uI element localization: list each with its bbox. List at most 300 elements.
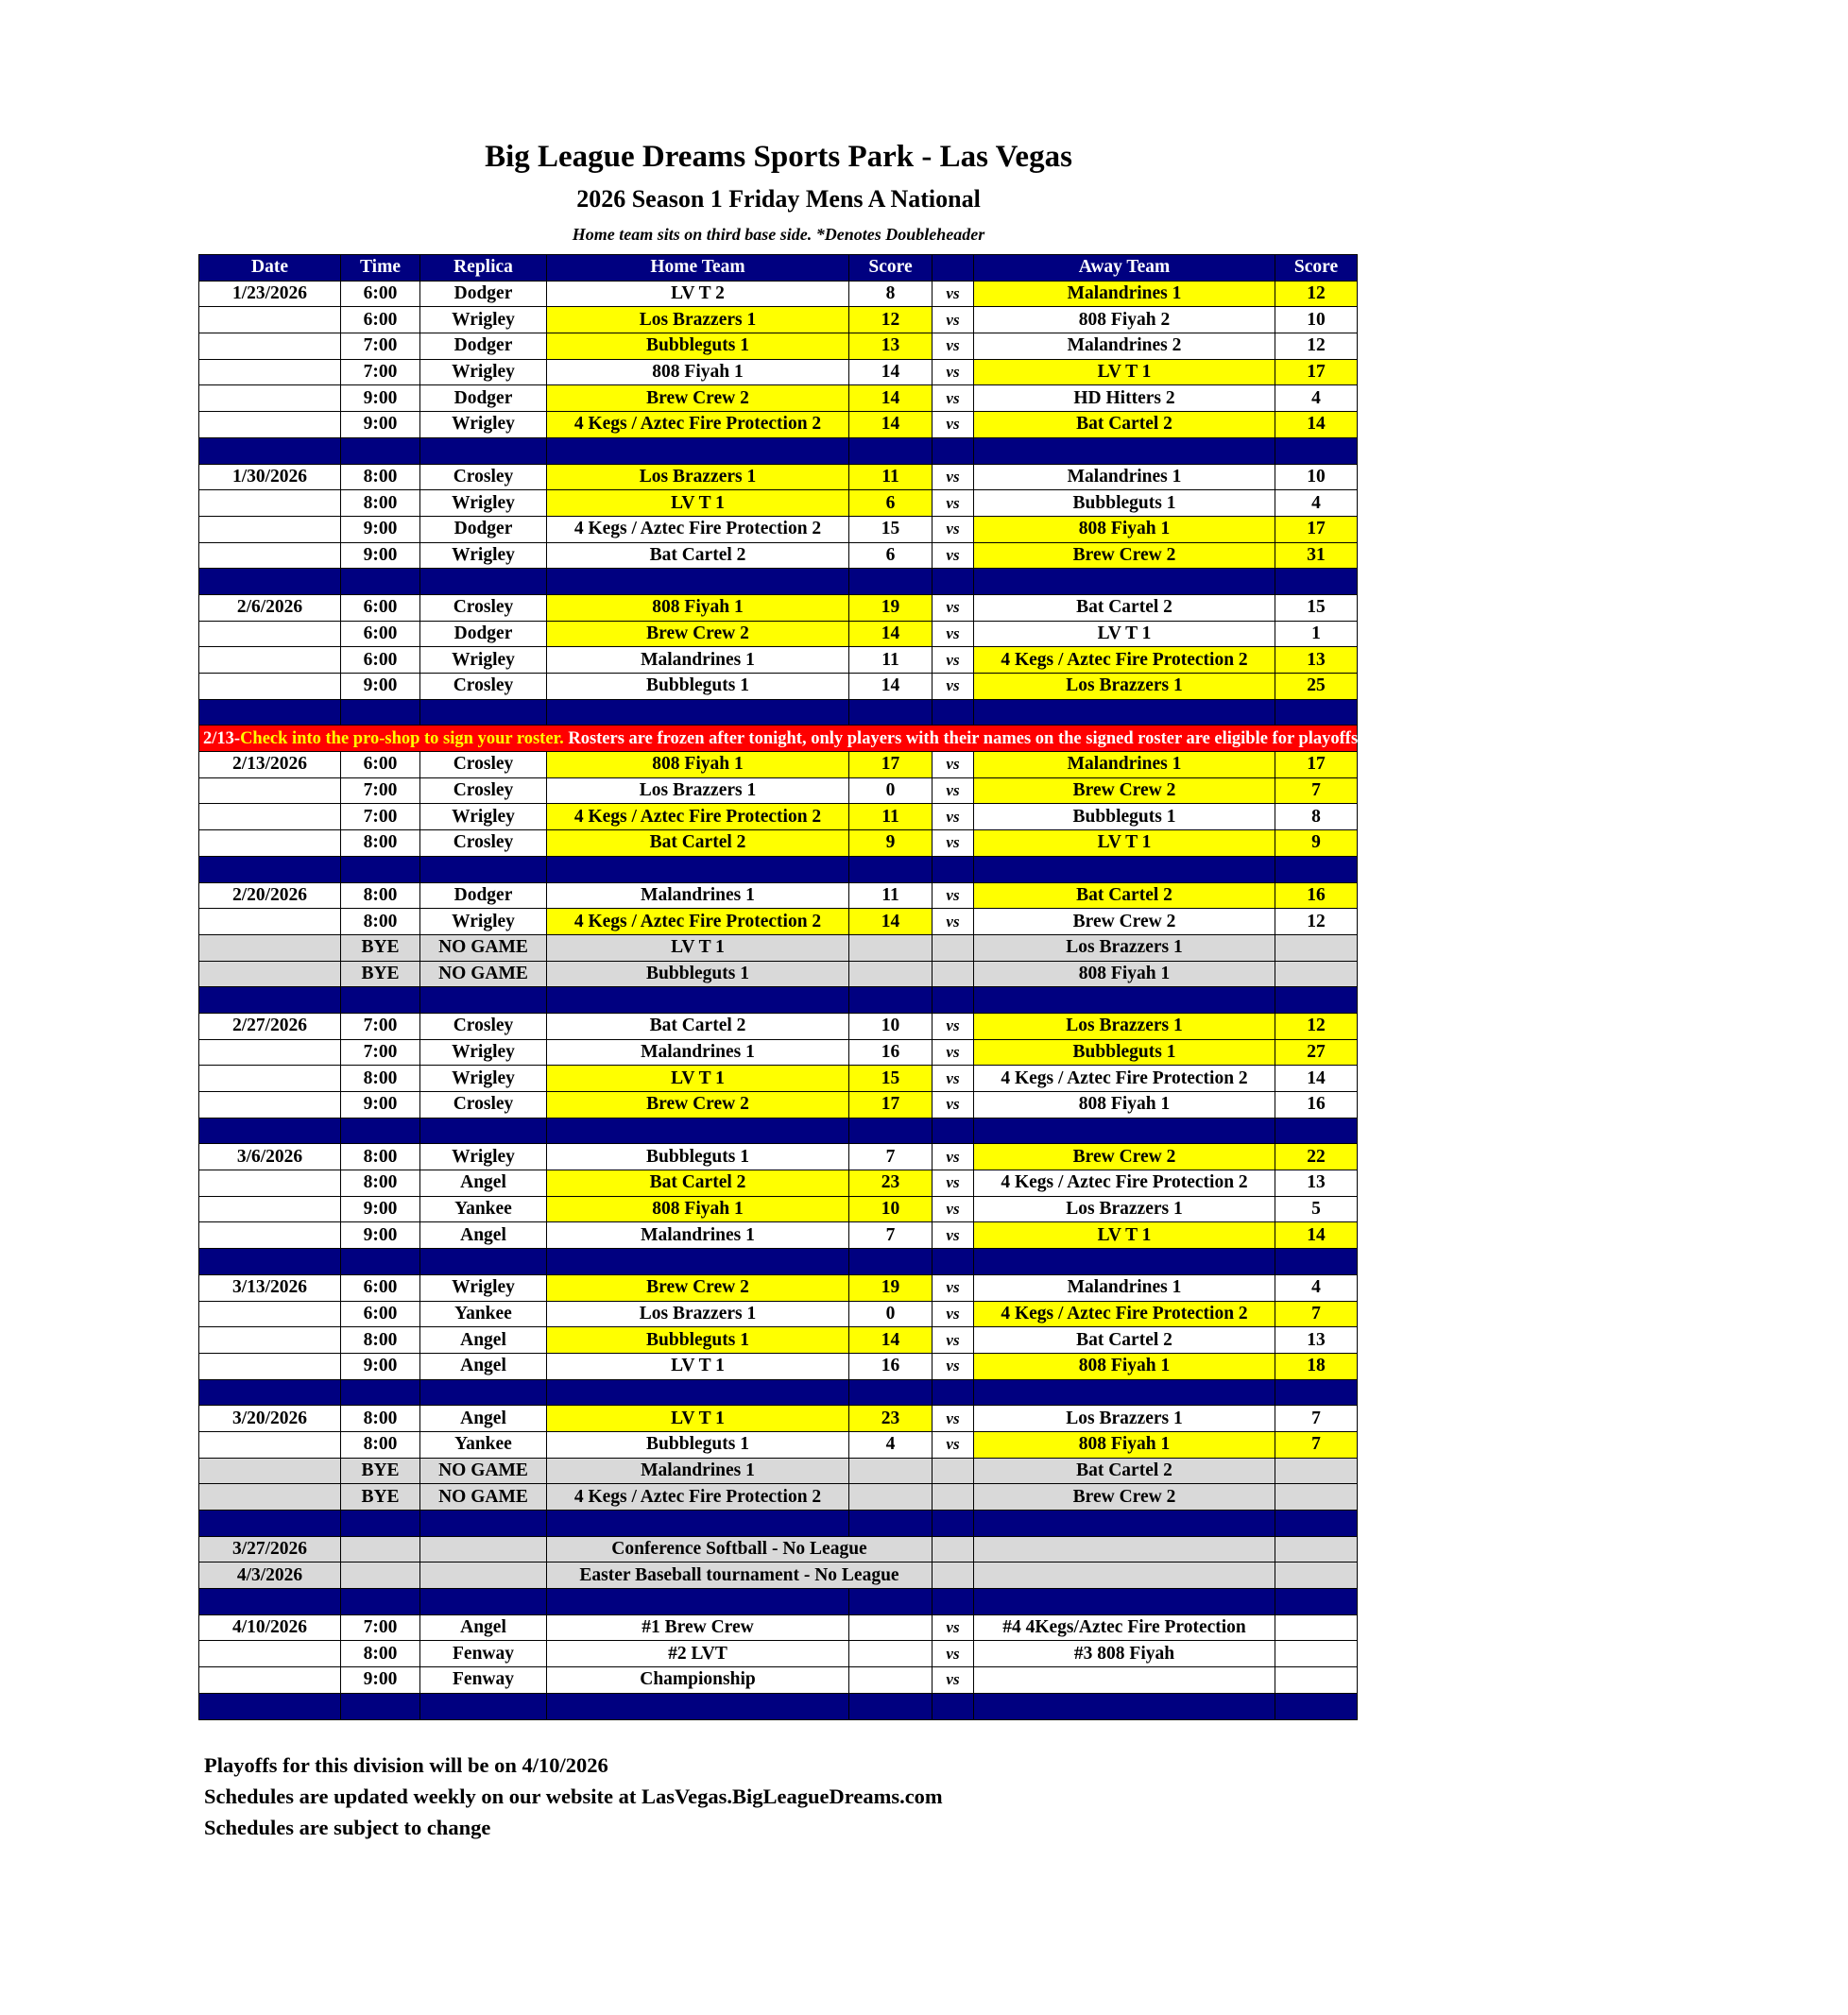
- home-score-cell: [849, 1458, 933, 1484]
- field-cell: Fenway: [420, 1667, 547, 1694]
- game-row: [199, 1667, 1358, 1694]
- time-cell: 8:00: [341, 830, 420, 857]
- separator-cell: [341, 1511, 420, 1537]
- week-separator: [199, 1589, 1358, 1615]
- home-team-cell: Brew Crew 2: [547, 621, 849, 647]
- vs-cell: vs: [933, 1039, 974, 1066]
- away-score-cell: [1275, 1667, 1358, 1694]
- away-score-cell: 22: [1275, 1144, 1358, 1170]
- away-score-cell: 4: [1275, 1274, 1358, 1301]
- vs-cell: vs: [933, 752, 974, 778]
- date-cell: 2/20/2026: [199, 882, 341, 909]
- vs-cell: vs: [933, 647, 974, 674]
- footer-playoffs: Playoffs for this division will be on 4/10/2026: [204, 1753, 608, 1777]
- game-row: [199, 490, 1358, 517]
- home-score-cell: [849, 1641, 933, 1667]
- away-team-cell: 808 Fiyah 1: [974, 1431, 1275, 1458]
- home-score-cell: 8: [849, 281, 933, 307]
- vs-cell: vs: [933, 385, 974, 412]
- away-team-cell: Bubbleguts 1: [974, 490, 1275, 517]
- away-score-cell: 27: [1275, 1039, 1358, 1066]
- away-team-cell: Bat Cartel 2: [974, 1458, 1275, 1484]
- field-cell: Wrigley: [420, 804, 547, 830]
- game-row: [199, 333, 1358, 360]
- separator-cell: [547, 987, 849, 1014]
- time-cell: 6:00: [341, 647, 420, 674]
- home-score-cell: 14: [849, 359, 933, 385]
- date-cell: [199, 490, 341, 517]
- away-team-cell: #4 4Kegs/Aztec Fire Protection: [974, 1614, 1275, 1641]
- separator-cell: [849, 569, 933, 595]
- roster-alert: [199, 726, 1848, 752]
- separator-cell: [341, 437, 420, 464]
- home-score-cell: 17: [849, 752, 933, 778]
- field-cell: NO GAME: [420, 961, 547, 987]
- home-score-cell: 11: [849, 464, 933, 490]
- home-team-cell: #2 LVT: [547, 1641, 849, 1667]
- note-cell: Conference Softball - No League: [547, 1536, 933, 1562]
- separator-cell: [341, 569, 420, 595]
- field-cell: Dodger: [420, 281, 547, 307]
- time-cell: 8:00: [341, 1066, 420, 1092]
- away-score-cell: 17: [1275, 752, 1358, 778]
- home-score-cell: 15: [849, 1066, 933, 1092]
- field-cell: Wrigley: [420, 647, 547, 674]
- vs-cell: vs: [933, 1301, 974, 1327]
- away-score-cell: 4: [1275, 490, 1358, 517]
- field-cell: Crosley: [420, 1013, 547, 1039]
- home-score-cell: 19: [849, 1274, 933, 1301]
- home-score-cell: 14: [849, 1327, 933, 1354]
- separator-cell: [420, 987, 547, 1014]
- home-team-cell: 4 Kegs / Aztec Fire Protection 2: [547, 516, 849, 542]
- away-score-cell: 14: [1275, 1066, 1358, 1092]
- away-team-cell: Bubbleguts 1: [974, 1039, 1275, 1066]
- away-team-cell: Brew Crew 2: [974, 909, 1275, 935]
- date-cell: [199, 777, 341, 804]
- home-score-cell: 11: [849, 882, 933, 909]
- field-cell: Dodger: [420, 333, 547, 360]
- vs-cell: vs: [933, 830, 974, 857]
- field-cell: Crosley: [420, 777, 547, 804]
- week-separator: [199, 1249, 1358, 1275]
- field-cell: [420, 1562, 547, 1589]
- col-time: Time: [341, 255, 420, 282]
- time-cell: 8:00: [341, 882, 420, 909]
- home-team-cell: Bubbleguts 1: [547, 1144, 849, 1170]
- away-score-cell: 14: [1275, 412, 1358, 438]
- field-cell: Crosley: [420, 594, 547, 621]
- date-cell: 3/20/2026: [199, 1406, 341, 1432]
- separator-cell: [1275, 1589, 1358, 1615]
- vs-cell: vs: [933, 1353, 974, 1379]
- away-team-cell: Bat Cartel 2: [974, 412, 1275, 438]
- date-cell: [199, 621, 341, 647]
- vs-cell: vs: [933, 542, 974, 569]
- week-separator: [199, 1693, 1358, 1719]
- separator-cell: [974, 1693, 1275, 1719]
- separator-cell: [933, 987, 974, 1014]
- week-separator: [199, 1118, 1358, 1144]
- time-cell: [341, 1536, 420, 1562]
- separator-cell: [547, 1589, 849, 1615]
- away-score-cell: 10: [1275, 464, 1358, 490]
- away-score-cell: 13: [1275, 1327, 1358, 1354]
- week-separator: [199, 856, 1358, 882]
- away-team-cell: LV T 1: [974, 621, 1275, 647]
- game-row: [199, 1614, 1358, 1641]
- separator-cell: [974, 1511, 1275, 1537]
- home-score-cell: 14: [849, 385, 933, 412]
- game-row: [199, 752, 1358, 778]
- home-team-cell: 808 Fiyah 1: [547, 1196, 849, 1222]
- vs-cell: vs: [933, 1144, 974, 1170]
- vs-cell: vs: [933, 516, 974, 542]
- bye-row: [199, 1562, 1358, 1589]
- away-score-cell: [1275, 1484, 1358, 1511]
- home-score-cell: 10: [849, 1196, 933, 1222]
- game-row: [199, 594, 1358, 621]
- separator-cell: [933, 1589, 974, 1615]
- date-cell: [199, 1301, 341, 1327]
- bye-row: [199, 934, 1358, 961]
- page-title: Big League Dreams Sports Park - Las Vegas: [485, 140, 1072, 174]
- home-team-cell: 4 Kegs / Aztec Fire Protection 2: [547, 1484, 849, 1511]
- away-team-cell: LV T 1: [974, 1222, 1275, 1249]
- separator-cell: [341, 1249, 420, 1275]
- date-cell: 3/6/2026: [199, 1144, 341, 1170]
- field-cell: Crosley: [420, 830, 547, 857]
- away-team-cell: 808 Fiyah 1: [974, 1092, 1275, 1118]
- date-cell: 3/13/2026: [199, 1274, 341, 1301]
- game-row: [199, 385, 1358, 412]
- home-score-cell: 14: [849, 674, 933, 700]
- time-cell: 9:00: [341, 1667, 420, 1694]
- separator-cell: [420, 1693, 547, 1719]
- vs-cell: vs: [933, 1013, 974, 1039]
- home-team-cell: Bat Cartel 2: [547, 830, 849, 857]
- away-team-cell: Malandrines 1: [974, 281, 1275, 307]
- away-team-cell: [974, 1667, 1275, 1694]
- home-team-cell: Bubbleguts 1: [547, 333, 849, 360]
- home-score-cell: 7: [849, 1222, 933, 1249]
- separator-cell: [974, 856, 1275, 882]
- separator-cell: [420, 569, 547, 595]
- date-cell: [199, 516, 341, 542]
- home-team-cell: Los Brazzers 1: [547, 307, 849, 333]
- separator-cell: [849, 1249, 933, 1275]
- date-cell: [199, 412, 341, 438]
- field-cell: NO GAME: [420, 934, 547, 961]
- vs-cell: vs: [933, 464, 974, 490]
- separator-cell: [933, 437, 974, 464]
- separator-cell: [849, 1379, 933, 1406]
- separator-cell: [1275, 987, 1358, 1014]
- time-cell: 6:00: [341, 1274, 420, 1301]
- away-score-cell: 16: [1275, 1092, 1358, 1118]
- footer-disclaimer: Schedules are subject to change: [204, 1816, 491, 1839]
- away-team-cell: HD Hitters 2: [974, 385, 1275, 412]
- away-team-cell: 808 Fiyah 1: [974, 961, 1275, 987]
- home-team-cell: Los Brazzers 1: [547, 1301, 849, 1327]
- vs-cell: vs: [933, 1431, 974, 1458]
- separator-cell: [199, 1693, 341, 1719]
- away-team-cell: 4 Kegs / Aztec Fire Protection 2: [974, 1170, 1275, 1197]
- time-cell: 6:00: [341, 1301, 420, 1327]
- col-vs: [933, 255, 974, 282]
- date-cell: [199, 961, 341, 987]
- home-team-cell: 4 Kegs / Aztec Fire Protection 2: [547, 909, 849, 935]
- away-team-cell: [974, 1536, 1275, 1562]
- home-team-cell: Malandrines 1: [547, 1222, 849, 1249]
- away-team-cell: Brew Crew 2: [974, 1484, 1275, 1511]
- field-cell: Angel: [420, 1614, 547, 1641]
- field-cell: Yankee: [420, 1196, 547, 1222]
- note-cell: Easter Baseball tournament - No League: [547, 1562, 933, 1589]
- game-row: [199, 909, 1358, 935]
- separator-cell: [849, 987, 933, 1014]
- home-score-cell: 0: [849, 777, 933, 804]
- away-score-cell: [1275, 1536, 1358, 1562]
- home-score-cell: 11: [849, 647, 933, 674]
- time-cell: 6:00: [341, 752, 420, 778]
- time-cell: 8:00: [341, 490, 420, 517]
- date-cell: [199, 542, 341, 569]
- separator-cell: [547, 437, 849, 464]
- date-cell: [199, 385, 341, 412]
- vs-cell: vs: [933, 1327, 974, 1354]
- time-cell: 8:00: [341, 1327, 420, 1354]
- home-team-cell: 4 Kegs / Aztec Fire Protection 2: [547, 804, 849, 830]
- separator-cell: [974, 437, 1275, 464]
- time-cell: 8:00: [341, 1431, 420, 1458]
- time-cell: BYE: [341, 1484, 420, 1511]
- field-cell: Crosley: [420, 464, 547, 490]
- field-cell: Dodger: [420, 516, 547, 542]
- field-cell: Dodger: [420, 882, 547, 909]
- separator-cell: [199, 987, 341, 1014]
- field-cell: Wrigley: [420, 1066, 547, 1092]
- separator-cell: [420, 1589, 547, 1615]
- away-score-cell: 7: [1275, 1301, 1358, 1327]
- vs-cell: vs: [933, 1406, 974, 1432]
- time-cell: 8:00: [341, 1406, 420, 1432]
- separator-cell: [547, 1511, 849, 1537]
- game-row: [199, 621, 1358, 647]
- field-cell: Fenway: [420, 1641, 547, 1667]
- bye-row: [199, 1484, 1358, 1511]
- separator-cell: [420, 1118, 547, 1144]
- home-team-cell: LV T 1: [547, 1353, 849, 1379]
- home-score-cell: [849, 1667, 933, 1694]
- separator-cell: [1275, 699, 1358, 726]
- separator-cell: [974, 1118, 1275, 1144]
- col-away-score: Score: [1275, 255, 1358, 282]
- separator-cell: [974, 1589, 1275, 1615]
- separator-cell: [341, 987, 420, 1014]
- game-row: [199, 412, 1358, 438]
- col-away-team: Away Team: [974, 255, 1275, 282]
- page-subtitle: 2026 Season 1 Friday Mens A National: [576, 185, 981, 213]
- vs-cell: vs: [933, 1222, 974, 1249]
- home-team-cell: LV T 2: [547, 281, 849, 307]
- vs-cell: [933, 1484, 974, 1511]
- date-cell: [199, 804, 341, 830]
- date-cell: [199, 1353, 341, 1379]
- field-cell: Dodger: [420, 385, 547, 412]
- bye-row: [199, 961, 1358, 987]
- separator-cell: [420, 699, 547, 726]
- home-score-cell: 14: [849, 909, 933, 935]
- time-cell: 7:00: [341, 777, 420, 804]
- game-row: [199, 1431, 1358, 1458]
- date-cell: [199, 1667, 341, 1694]
- separator-cell: [849, 856, 933, 882]
- separator-cell: [1275, 569, 1358, 595]
- home-team-cell: Malandrines 1: [547, 1458, 849, 1484]
- game-row: [199, 647, 1358, 674]
- game-row: [199, 1353, 1358, 1379]
- separator-cell: [849, 1118, 933, 1144]
- away-team-cell: Bat Cartel 2: [974, 1327, 1275, 1354]
- separator-cell: [420, 856, 547, 882]
- home-team-cell: LV T 1: [547, 490, 849, 517]
- separator-cell: [974, 1249, 1275, 1275]
- date-cell: [199, 1641, 341, 1667]
- week-separator: [199, 699, 1358, 726]
- home-team-cell: 4 Kegs / Aztec Fire Protection 2: [547, 412, 849, 438]
- separator-cell: [547, 1379, 849, 1406]
- separator-cell: [199, 1118, 341, 1144]
- away-score-cell: 12: [1275, 281, 1358, 307]
- date-cell: 1/23/2026: [199, 281, 341, 307]
- home-score-cell: 6: [849, 542, 933, 569]
- home-team-cell: Bubbleguts 1: [547, 961, 849, 987]
- home-score-cell: 16: [849, 1039, 933, 1066]
- field-cell: Angel: [420, 1222, 547, 1249]
- time-cell: 9:00: [341, 1092, 420, 1118]
- header-row: [199, 255, 1358, 282]
- home-team-cell: Malandrines 1: [547, 882, 849, 909]
- away-score-cell: 10: [1275, 307, 1358, 333]
- week-separator: [199, 1511, 1358, 1537]
- field-cell: Wrigley: [420, 909, 547, 935]
- home-team-cell: Bubbleguts 1: [547, 1327, 849, 1354]
- away-score-cell: 15: [1275, 594, 1358, 621]
- game-row: [199, 359, 1358, 385]
- away-score-cell: 7: [1275, 777, 1358, 804]
- time-cell: 9:00: [341, 385, 420, 412]
- col-replica: Replica: [420, 255, 547, 282]
- week-separator: [199, 1379, 1358, 1406]
- date-cell: [199, 1458, 341, 1484]
- game-row: [199, 777, 1358, 804]
- time-cell: 7:00: [341, 333, 420, 360]
- game-row: [199, 307, 1358, 333]
- away-score-cell: 14: [1275, 1222, 1358, 1249]
- field-cell: Crosley: [420, 1092, 547, 1118]
- col-home-team: Home Team: [547, 255, 849, 282]
- date-cell: 2/6/2026: [199, 594, 341, 621]
- time-cell: 7:00: [341, 1614, 420, 1641]
- away-team-cell: 4 Kegs / Aztec Fire Protection 2: [974, 1066, 1275, 1092]
- vs-cell: vs: [933, 333, 974, 360]
- vs-cell: vs: [933, 1667, 974, 1694]
- date-cell: 4/3/2026: [199, 1562, 341, 1589]
- field-cell: Wrigley: [420, 307, 547, 333]
- separator-cell: [547, 1118, 849, 1144]
- field-cell: Angel: [420, 1406, 547, 1432]
- away-team-cell: Malandrines 2: [974, 333, 1275, 360]
- separator-cell: [849, 1511, 933, 1537]
- separator-cell: [199, 1511, 341, 1537]
- separator-cell: [933, 1693, 974, 1719]
- away-team-cell: Malandrines 1: [974, 1274, 1275, 1301]
- separator-cell: [341, 1693, 420, 1719]
- schedule-body: [199, 281, 1848, 1719]
- field-cell: Angel: [420, 1353, 547, 1379]
- page-note: Home team sits on third base side. *Denotes Doubleheader: [572, 225, 985, 244]
- time-cell: 9:00: [341, 516, 420, 542]
- field-cell: Wrigley: [420, 1144, 547, 1170]
- away-team-cell: 4 Kegs / Aztec Fire Protection 2: [974, 647, 1275, 674]
- separator-cell: [1275, 1249, 1358, 1275]
- home-team-cell: Bubbleguts 1: [547, 674, 849, 700]
- separator-cell: [420, 1511, 547, 1537]
- separator-cell: [974, 987, 1275, 1014]
- date-cell: [199, 307, 341, 333]
- away-score-cell: 12: [1275, 333, 1358, 360]
- home-team-cell: Bat Cartel 2: [547, 542, 849, 569]
- alert-highlight: Check into the pro-shop to sign your roster.: [240, 728, 564, 748]
- home-score-cell: 11: [849, 804, 933, 830]
- time-cell: 8:00: [341, 909, 420, 935]
- separator-cell: [547, 1249, 849, 1275]
- away-score-cell: [1275, 1641, 1358, 1667]
- home-team-cell: Bubbleguts 1: [547, 1431, 849, 1458]
- separator-cell: [849, 1589, 933, 1615]
- field-cell: NO GAME: [420, 1458, 547, 1484]
- home-team-cell: Los Brazzers 1: [547, 777, 849, 804]
- away-score-cell: 9: [1275, 830, 1358, 857]
- separator-cell: [420, 437, 547, 464]
- date-cell: [199, 934, 341, 961]
- date-cell: [199, 359, 341, 385]
- field-cell: Crosley: [420, 752, 547, 778]
- time-cell: 9:00: [341, 542, 420, 569]
- time-cell: 8:00: [341, 1641, 420, 1667]
- separator-cell: [974, 569, 1275, 595]
- time-cell: 9:00: [341, 1353, 420, 1379]
- separator-cell: [420, 1249, 547, 1275]
- home-score-cell: 4: [849, 1431, 933, 1458]
- game-row: [199, 281, 1358, 307]
- away-score-cell: 13: [1275, 647, 1358, 674]
- vs-cell: vs: [933, 1196, 974, 1222]
- game-row: [199, 464, 1358, 490]
- vs-cell: vs: [933, 281, 974, 307]
- game-row: [199, 1039, 1358, 1066]
- away-score-cell: 5: [1275, 1196, 1358, 1222]
- date-cell: 4/10/2026: [199, 1614, 341, 1641]
- vs-cell: vs: [933, 882, 974, 909]
- home-score-cell: 14: [849, 412, 933, 438]
- away-score-cell: 13: [1275, 1170, 1358, 1197]
- field-cell: [420, 1536, 547, 1562]
- time-cell: 6:00: [341, 281, 420, 307]
- game-row: [199, 516, 1358, 542]
- away-team-cell: Bat Cartel 2: [974, 594, 1275, 621]
